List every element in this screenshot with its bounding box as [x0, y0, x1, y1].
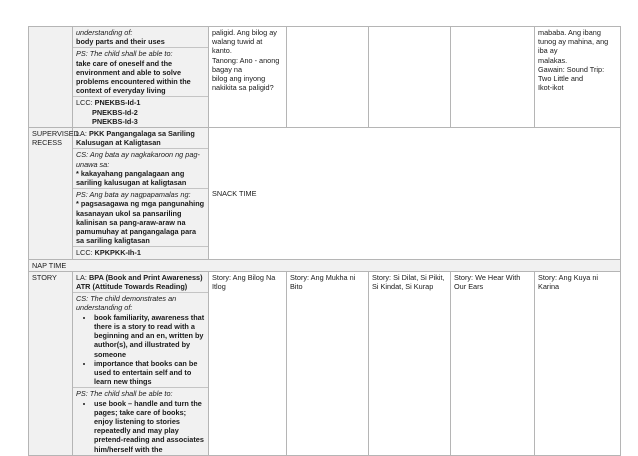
content-standard: CS: Ang bata ay nagkakaroon ng pag-unawa sa: * kakayahang pangalagaan ang sariling kalusugan at kaligtasan [73, 149, 208, 189]
row-label [29, 27, 73, 128]
row-label-nap-time: NAP TIME [29, 259, 621, 271]
performance-standard: PS: The child shall be able to: take care of oneself and the environment and able to solve problems encountered within the context of everyday living [73, 48, 208, 97]
objectives-cell [73, 27, 209, 128]
day1-activity: paligid. Ang bilog ay walang tuwid at kanto. Tanong: Ano - anong bagay na bilog ang inyong nakikita sa paligid? [209, 27, 287, 128]
performance-standard: PS: Ang bata ay nagpapamalas ng: * pagsasagawa ng mga pangunahing kasanayan ukol sa pansariling kalinisan sa pang-araw-araw na pamumuhay at pangangalaga para sa sariling kaligtasan [73, 189, 208, 247]
snack-time-cell: SNACK TIME [209, 128, 621, 260]
objectives-cell [73, 271, 209, 455]
table-row [29, 27, 621, 128]
story-day2: Story: Ang Mukha ni Bito [287, 271, 369, 455]
lcc-codes: LCC: KPKPKK-Ih-1 [76, 248, 141, 258]
table-row [29, 271, 621, 455]
learning-area: LA: PKK Pangangalaga sa Sariling Kalusugan at Kaligtasan [73, 128, 208, 149]
day5-activity: mababa. Ang ibang tunog ay mahina, ang iba ay malakas. Gawain: Sound Trip: Two Little and Ikot-ikot [535, 27, 621, 128]
row-label-story: STORY [29, 271, 73, 455]
story-day1: Story: Ang Bilog Na Itlog [209, 271, 287, 455]
story-day4: Story: We Hear With Our Ears [451, 271, 535, 455]
objectives-cell [73, 128, 209, 260]
list-item: • importance that books can be used to entertain self and to learn new things [94, 359, 205, 387]
day3-activity [369, 27, 451, 128]
table-row [29, 128, 621, 260]
content-standard: understanding of: body parts and their uses [73, 27, 208, 48]
lesson-plan-table [28, 26, 621, 456]
content-standard: CS: The child demonstrates an understanding of: • book familiarity, awareness that there is a story to read with a beginning and an en, written by author(s), and illustrated by someone • importance that books can be used to entertain self and to learn new things [73, 293, 208, 388]
lcc-codes: LCC: PNEKBS-Id-1 PNEKBS-Id-2 PNEKBS-Id-3 [76, 98, 141, 126]
story-day3: Story: Si Dilat, Si Pikit, Si Kindat, Si Kurap [369, 271, 451, 455]
performance-standard-list [76, 399, 205, 454]
performance-standard: PS: The child shall be able to: • use book – handle and turn the pages; take care of books; enjoy listening to stories repeatedly and may play pretend-reading and associates him/herself with the [73, 388, 208, 454]
content-standard-list [76, 313, 205, 387]
list-item: • use book – handle and turn the pages; take care of books; enjoy listening to stories repeatedly and may play pretend-reading and associates him/herself with the [94, 399, 205, 454]
row-label-supervised-recess: SUPERVISED RECESS [29, 128, 73, 260]
lesson-plan-page [28, 26, 620, 456]
day4-activity [451, 27, 535, 128]
learning-area: LA: BPA (Book and Print Awareness) ATR (Attitude Towards Reading) [73, 272, 208, 293]
day2-activity [287, 27, 369, 128]
list-item: • book familiarity, awareness that there is a story to read with a beginning and an en, written by author(s), and illustrated by someone [94, 313, 205, 359]
story-day5: Story: Ang Kuya ni Karina [535, 271, 621, 455]
table-row [29, 259, 621, 271]
